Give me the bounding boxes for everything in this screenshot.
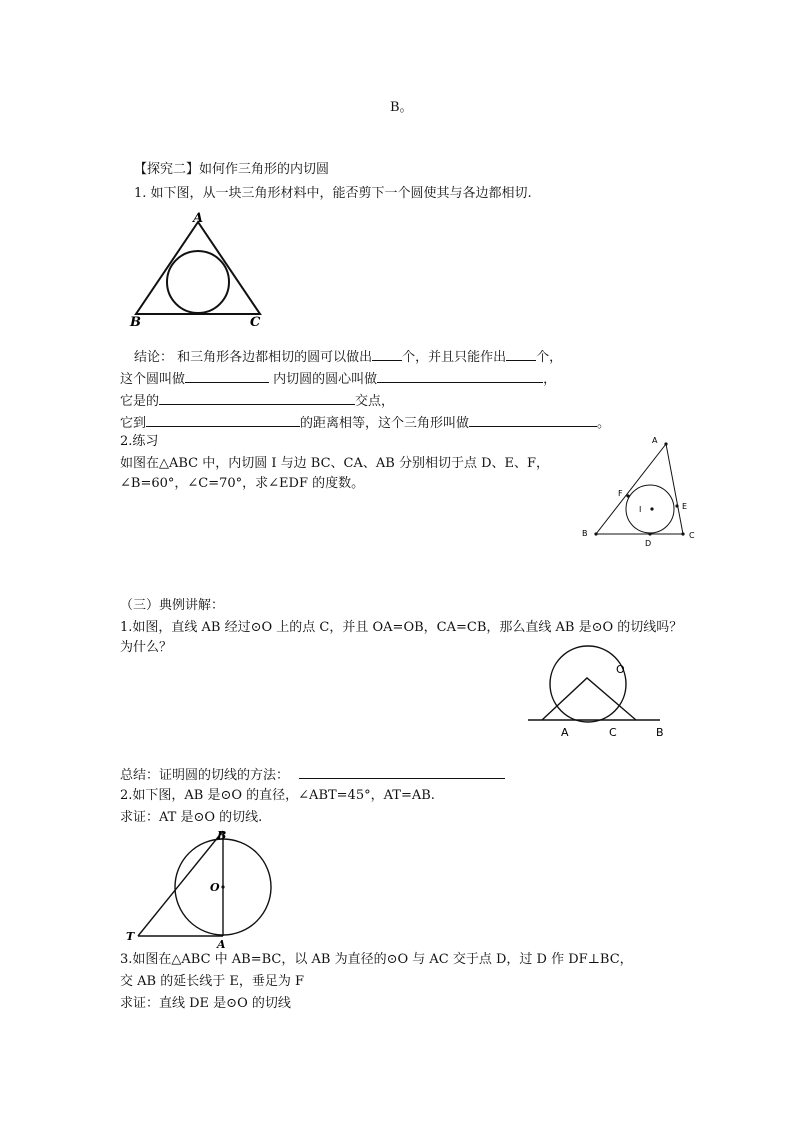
figure-incircle-triangle (128, 210, 268, 330)
label-O3: O (616, 663, 625, 676)
point-E (675, 504, 678, 507)
point-I (650, 507, 653, 510)
conclusion-text-4b: 的距离相等，这个三角形叫做 (300, 416, 470, 431)
blank-1 (372, 348, 402, 361)
figure-diameter-tangent (120, 826, 280, 950)
conclusion-line-1 (134, 348, 562, 366)
label-B3: B (656, 726, 664, 739)
example-3-line-3: 求证：直线 DE 是⊙O 的切线 (120, 996, 291, 1011)
point-A (664, 442, 667, 445)
incircle (167, 251, 229, 313)
point-D (648, 532, 651, 535)
blank-4 (377, 370, 543, 383)
point-B (594, 532, 597, 535)
conclusion-text-1a: 结论： 和三角形各边都相切的圆可以做出 (134, 350, 373, 365)
label-A3: A (561, 726, 569, 739)
summary-line (120, 766, 505, 784)
label-C: C (250, 315, 261, 330)
summary-text: 总结：证明圆的切线的方法： (120, 768, 290, 783)
label-B2: B (582, 529, 588, 538)
circle-o (550, 646, 626, 722)
question-1: 1. 如下图，从一块三角形材料中，能否剪下一个圆使其与各边都相切. (134, 186, 532, 201)
conclusion-text-3b: 交点， (355, 394, 395, 409)
label-B: B (130, 315, 141, 330)
label-T4: T (126, 930, 135, 943)
lines-oa-ob (542, 678, 636, 720)
example-1-line-2: 为什么？ (120, 640, 173, 655)
example-2-line-1: 2.如下图，AB 是⊙O 的直径，∠ABT=45°，AT=AB. (120, 788, 435, 803)
conclusion-text-3a: 它是的 (120, 394, 160, 409)
label-A4: A (217, 938, 226, 951)
conclusion-text-4c: 。 (597, 416, 611, 431)
example-2-line-2: 求证：AT 是⊙O 的切线. (120, 810, 263, 825)
section3-heading: （三）典例讲解： (120, 598, 225, 613)
label-A2: A (652, 436, 658, 445)
label-O4: O (210, 881, 220, 894)
blank-7 (469, 414, 597, 427)
triangle-abc-practice (596, 444, 683, 534)
conclusion-text-2a: 这个圆叫做 (120, 372, 186, 387)
figure-tangent-line (524, 646, 684, 742)
summary-blank (299, 766, 505, 779)
center-o4 (221, 885, 224, 888)
label-D2: D (645, 539, 652, 548)
practice-line-2: ∠B=60°，∠C=70°，求∠EDF 的度数。 (120, 476, 365, 491)
point-F (626, 494, 629, 497)
top-fragment: B。 (390, 100, 413, 115)
example-3-line-2: 交 AB 的延长线于 E，垂足为 F (120, 974, 304, 989)
label-E2: E (682, 502, 688, 511)
triangle-abc (136, 222, 260, 314)
practice-title: 2.练习 (120, 434, 159, 449)
label-C3: C (609, 726, 617, 739)
label-C2: C (689, 531, 695, 540)
practice-line-1: 如图在△ABC 中，内切圆 I 与边 BC、CA、AB 分别相切于点 D、E、F， (120, 456, 550, 471)
conclusion-text-1b: 个，并且只能作出 (402, 350, 507, 365)
blank-3 (185, 370, 269, 383)
incircle-i (626, 485, 674, 533)
conclusion-line-2 (120, 370, 556, 388)
blank-5 (159, 392, 355, 405)
example-3-line-1: 3.如图在△ABC 中 AB=BC，以 AB 为直径的⊙O 与 AC 交于点 D，过 D 作 DF⊥BC， (120, 952, 633, 967)
label-B4: B (217, 829, 227, 842)
blank-2 (506, 348, 536, 361)
example-1-line-1: 1.如图，直线 AB 经过⊙O 上的点 C，并且 OA=OB，CA=CB，那么直线 AB 是⊙O 的切线吗？ (120, 620, 683, 635)
conclusion-text-1c: 个， (536, 350, 563, 365)
section2-heading: 【探究二】如何作三角形的内切圆 (134, 162, 330, 177)
label-F2: F (618, 489, 623, 498)
conclusion-text-2c: ， (543, 372, 557, 387)
point-C (681, 532, 684, 535)
figure-practice-triangle (578, 432, 708, 550)
conclusion-text-4a: 它到 (120, 416, 147, 431)
conclusion-text-2b: 内切圆的圆心叫做 (269, 372, 378, 387)
blank-6 (146, 414, 300, 427)
conclusion-line-3 (120, 392, 394, 410)
conclusion-line-4 (120, 414, 610, 432)
label-I2: I (639, 505, 642, 514)
label-A: A (193, 211, 204, 226)
